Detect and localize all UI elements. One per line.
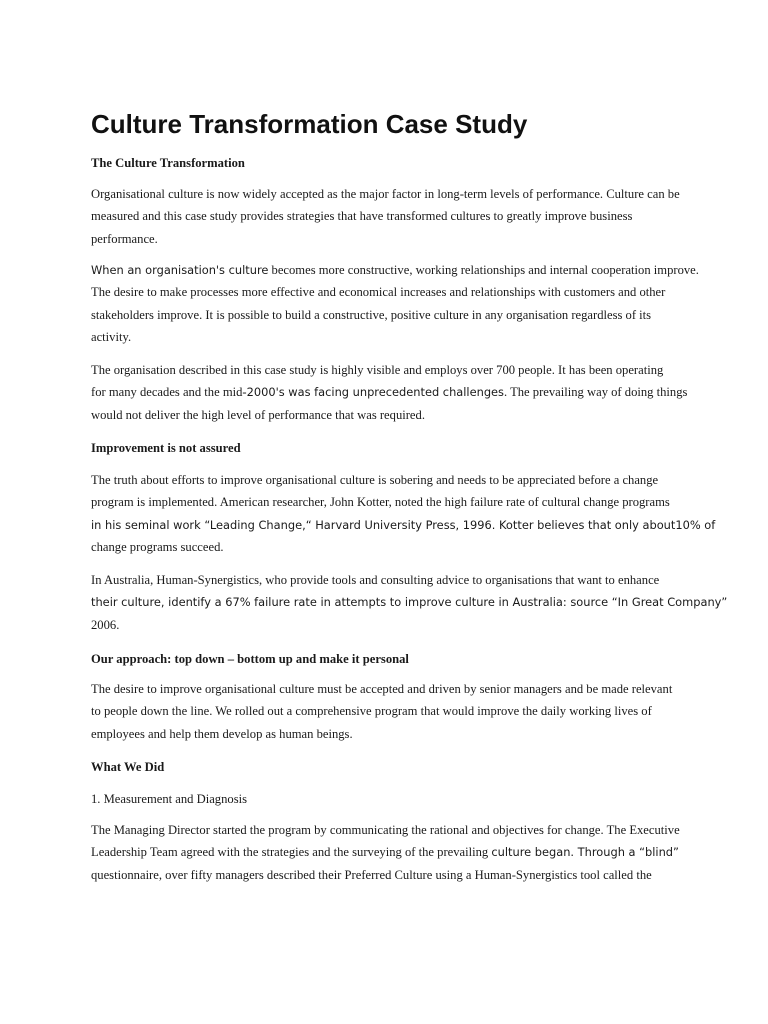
- text-line: In Australia, Human-Synergistics, who provide tools and consulting advice to organisations that want to enhance: [91, 573, 660, 587]
- text-line: stakeholders improve. It is possible to build a constructive, positive culture in any organisation regardless of its: [91, 307, 652, 322]
- text-line: [91, 591, 728, 613]
- paragraph: [91, 183, 691, 250]
- text-line: [91, 514, 716, 536]
- paragraph: [91, 359, 691, 426]
- text-line: program is implemented. American researcher, John Kotter, noted the high failure rate of cultural change programs: [91, 495, 670, 510]
- section-heading: The Culture Transformation: [91, 156, 245, 170]
- text-line: [91, 259, 699, 281]
- text-line: activity.: [91, 330, 132, 345]
- text-line: employees and help them develop as human beings.: [91, 726, 353, 741]
- text-line: measured and this case study provides strategies that have transformed cultures to greatly improve business: [91, 209, 633, 224]
- text-run: their culture, identify a 67% failure rate in attempts to improve culture in Australia: source “In Great Company”: [91, 595, 728, 610]
- text-line: The desire to make processes more effective and economical increases and relationships with customers and other: [91, 285, 666, 300]
- paragraph: [91, 259, 699, 349]
- text-line: The truth about efforts to improve organisational culture is sobering and needs to be appreciated before a change: [91, 473, 659, 487]
- section-heading: Improvement is not assured: [91, 441, 241, 455]
- paragraph: [91, 469, 716, 559]
- paragraph: [91, 788, 691, 810]
- section-heading: What We Did: [91, 760, 165, 774]
- text-run: When an organisation's culture: [91, 263, 269, 277]
- document-title: Culture Transformation Case Study: [91, 109, 528, 139]
- text-line: [91, 841, 691, 863]
- text-line: would not deliver the high level of performance that was required.: [91, 407, 425, 422]
- text-line: change programs succeed.: [91, 540, 224, 555]
- text-line: The desire to improve organisational culture must be accepted and driven by senior managers and be made relevant: [91, 682, 673, 696]
- text-line: Organisational culture is now widely accepted as the major factor in long-term levels of performance. Culture can be: [91, 187, 680, 201]
- text-line: performance.: [91, 231, 158, 246]
- paragraph: [91, 569, 728, 636]
- text-run: . The prevailing way of doing things: [504, 385, 688, 400]
- text-run: becomes more constructive, working relationships and internal cooperation improve.: [268, 263, 699, 277]
- paragraph: [91, 678, 691, 745]
- text-line: [91, 381, 691, 403]
- text-run: Leadership Team agreed with the strategies and the surveying of the prevailing: [91, 845, 492, 860]
- text-line: to people down the line. We rolled out a comprehensive program that would improve the daily working lives of: [91, 704, 652, 719]
- text-line: 2006.: [91, 617, 120, 632]
- numbered-subheading: 1. Measurement and Diagnosis: [91, 792, 247, 806]
- text-line: questionnaire, over fifty managers described their Preferred Culture using a Human-Synergistics tool called the: [91, 867, 652, 882]
- section-heading: Our approach: top down – bottom up and make it personal: [91, 652, 409, 666]
- text-run: culture began. Through a “blind”: [491, 845, 679, 860]
- text-run: in his seminal work “Leading Change,“ Harvard University Press, 1996. Kotter believes that only about10% of: [91, 517, 716, 532]
- text-line: The Managing Director started the program by communicating the rational and objectives for change. The Executive: [91, 823, 680, 837]
- paragraph: [91, 819, 691, 886]
- text-run: for many decades and the mid-: [91, 385, 247, 400]
- text-line: The organisation described in this case study is highly visible and employs over 700 people. It has been operating: [91, 363, 664, 377]
- text-run: 2000's was facing unprecedented challenges: [246, 385, 504, 400]
